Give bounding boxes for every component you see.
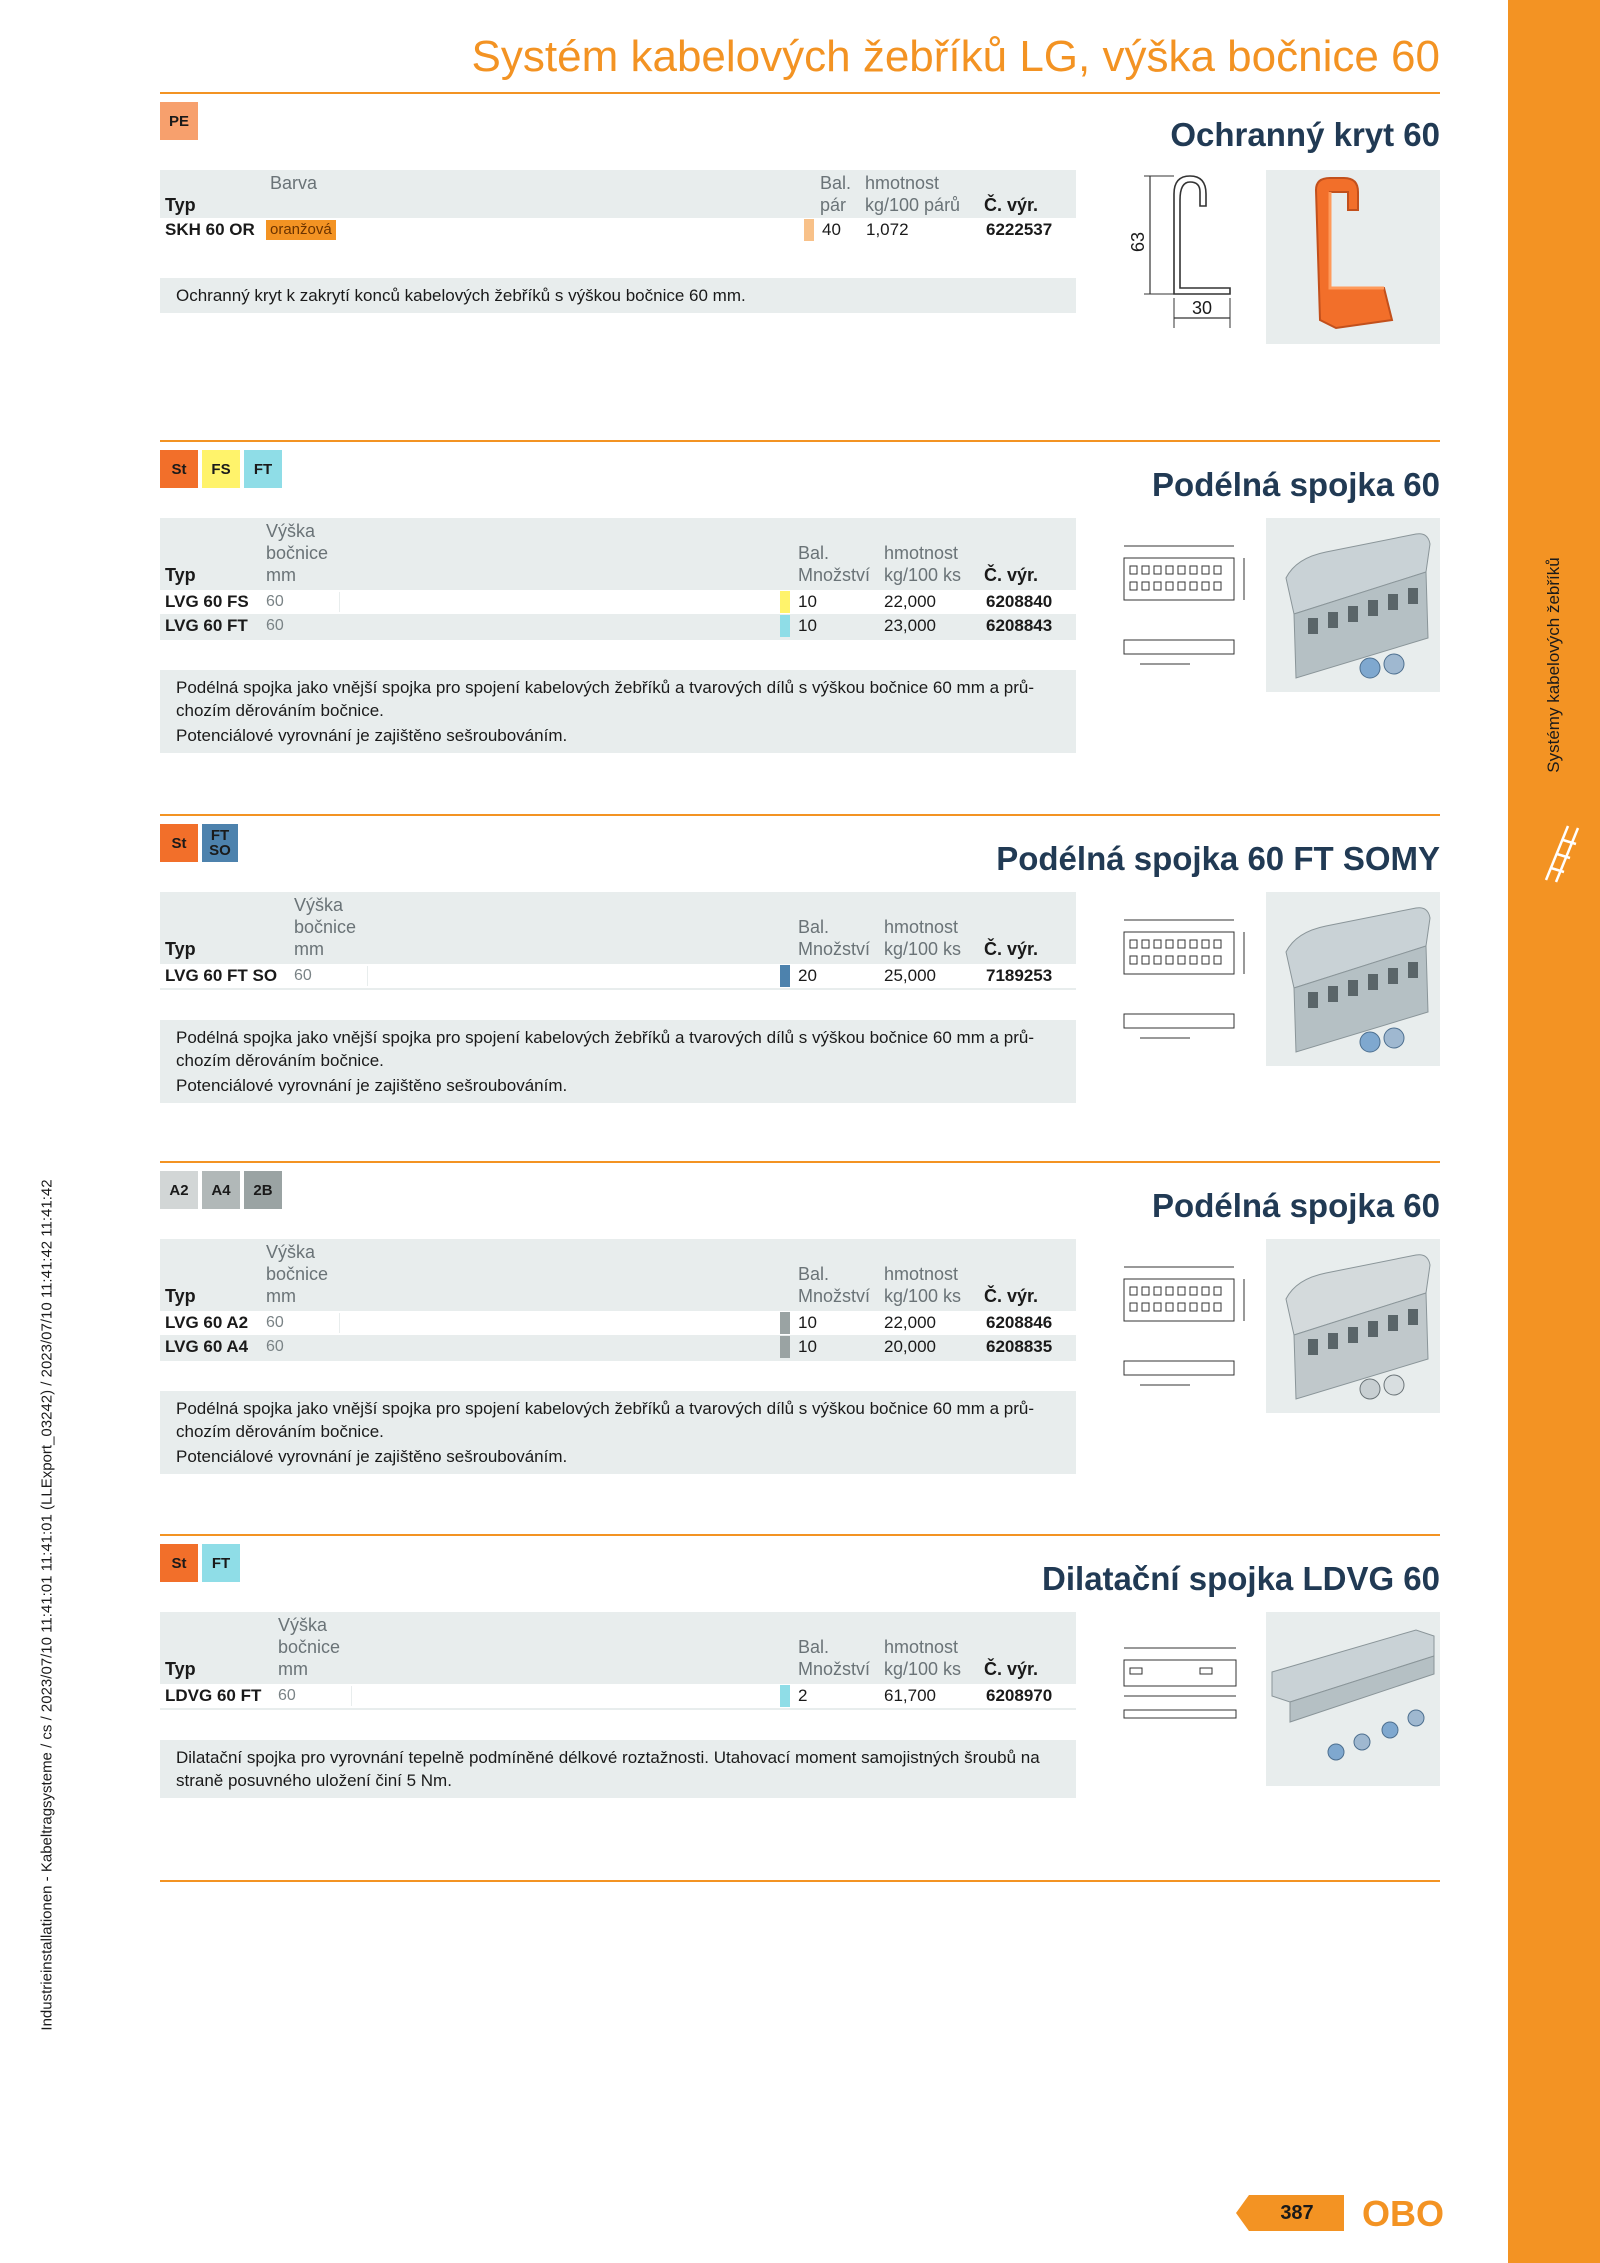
row-height: 60 — [266, 1314, 284, 1331]
dimension-drawing — [1110, 904, 1280, 1084]
color-swatch — [804, 219, 814, 241]
section-divider — [160, 814, 1440, 816]
product-photo — [1266, 518, 1440, 692]
row-type: LVG 60 A2 — [165, 1313, 249, 1332]
finish-badge: FT SO — [202, 824, 238, 862]
description-line: Potenciálové vyrovnání je zajištěno sešroubováním. — [176, 726, 568, 745]
row-article: 6208843 — [986, 616, 1053, 635]
description-line: Podélná spojka jako vnější spojka pro spojení kabelových žebříků a tvarových dílů s výškou bočnice 60 mm a prů-chozím děrováním bočnice. — [176, 1399, 1035, 1441]
divider — [160, 1880, 1440, 1882]
color-swatch — [780, 1312, 790, 1334]
product-description — [160, 278, 1076, 313]
page-number: 387 — [1280, 2202, 1314, 2224]
col-weight: hmotnost — [884, 917, 959, 937]
col-typ: Typ — [165, 1286, 196, 1306]
col-weight-unit: kg/100 ks — [884, 1286, 962, 1306]
row-qty: 2 — [798, 1686, 808, 1705]
row-type: LVG 60 FS — [165, 592, 249, 611]
table-row — [160, 590, 1076, 614]
dimension-drawing — [1110, 1251, 1280, 1431]
row-weight: 1,072 — [866, 220, 909, 239]
finish-badge: FT — [202, 1544, 240, 1582]
col-weight: hmotnost — [884, 543, 959, 563]
col-article: Č. výr. — [984, 1286, 1039, 1306]
row-weight: 23,000 — [884, 616, 936, 635]
col-weight-unit: kg/100 ks — [884, 1659, 962, 1679]
product-title: Dilatační spojka LDVG 60 — [1042, 1560, 1440, 1597]
product-description — [160, 1391, 1076, 1474]
dimension-drawing — [1110, 530, 1280, 710]
dim-width: 30 — [1191, 298, 1213, 318]
row-type: LVG 60 FT — [165, 616, 248, 635]
col-typ: Typ — [165, 195, 196, 215]
product-section-expansion-connector — [160, 1534, 1440, 1864]
row-weight: 22,000 — [884, 1313, 936, 1332]
finish-badge: FS — [202, 450, 240, 488]
product-description — [160, 1020, 1076, 1103]
product-title: Podélná spojka 60 FT SOMY — [996, 840, 1440, 877]
product-title: Podélná spojka 60 — [1152, 466, 1440, 503]
row-article: 6208835 — [986, 1337, 1053, 1356]
section-divider — [160, 1534, 1440, 1536]
product-photo — [1266, 170, 1440, 344]
color-swatch — [780, 1336, 790, 1358]
product-description — [160, 1740, 1076, 1798]
product-section-longitudinal-connector — [160, 440, 1440, 770]
row-article: 6208970 — [986, 1686, 1053, 1705]
row-qty: 40 — [822, 220, 841, 239]
col-weight: hmotnost — [884, 1264, 959, 1284]
col-bal: Bal. — [798, 1264, 830, 1284]
col-height-unit: mm — [278, 1659, 308, 1679]
row-weight: 25,000 — [884, 966, 936, 985]
table-row — [160, 1311, 1076, 1335]
product-table — [160, 892, 1076, 990]
col-height-2: bočnice — [294, 917, 357, 937]
row-height: 60 — [278, 1687, 296, 1704]
col-weight-unit: kg/100 párů — [865, 195, 961, 215]
col-height: Výška — [266, 1242, 316, 1262]
row-weight: 22,000 — [884, 592, 936, 611]
product-table — [160, 518, 1076, 640]
color-swatch — [780, 615, 790, 637]
col-article: Č. výr. — [984, 565, 1039, 585]
material-badge: A2 — [160, 1171, 198, 1209]
col-weight: hmotnost — [884, 1637, 959, 1657]
col-height-2: bočnice — [266, 1264, 329, 1284]
row-article: 6222537 — [986, 220, 1053, 239]
row-qty: 10 — [798, 1337, 817, 1356]
brand-logo: OBO — [1362, 2193, 1445, 2234]
color-swatch — [780, 591, 790, 613]
material-badge: St — [160, 824, 198, 862]
product-section-connector-ft-somy — [160, 814, 1440, 1144]
col-height-unit: mm — [294, 939, 324, 959]
product-photo — [1266, 1612, 1440, 1786]
section-divider — [160, 440, 1440, 442]
export-info: Industrieinstallationen - Kabeltragsysteme / cs / 2023/07/10 11:41:01 11:41:01 (LLExport_03242) / 2023/07/10 11:41:42 11:41:42 — [38, 1179, 56, 2031]
row-type: LVG 60 FT SO — [165, 966, 278, 985]
description-line: Potenciálové vyrovnání je zajištěno sešroubováním. — [176, 1076, 568, 1095]
col-height-2: bočnice — [278, 1637, 341, 1657]
row-color: oranžová — [266, 220, 336, 240]
row-height: 60 — [294, 967, 312, 984]
material-badge: St — [160, 1544, 198, 1582]
col-typ: Typ — [165, 565, 196, 585]
material-badge: PE — [160, 102, 198, 140]
product-title: Podélná spojka 60 — [1152, 1187, 1440, 1224]
col-bal: Bal. — [798, 917, 830, 937]
col-bal: Bal. — [798, 543, 830, 563]
table-row — [160, 218, 1076, 242]
col-height-unit: mm — [266, 565, 296, 585]
col-bal-unit: Množství — [798, 939, 871, 959]
cable-ladder-icon — [1538, 822, 1586, 884]
row-qty: 20 — [798, 966, 817, 985]
orange-sidebar — [1508, 0, 1600, 2263]
col-weight-unit: kg/100 ks — [884, 939, 962, 959]
sidebar-label: Systémy kabelových žebříků — [1544, 557, 1563, 773]
row-height: 60 — [266, 1338, 284, 1355]
row-height: 60 — [266, 617, 284, 634]
row-weight: 20,000 — [884, 1337, 936, 1356]
row-qty: 10 — [798, 592, 817, 611]
col-weight: hmotnost — [865, 173, 940, 193]
product-photo — [1266, 892, 1440, 1066]
col-height-unit: mm — [266, 1286, 296, 1306]
col-bal: Bal. — [820, 173, 852, 193]
col-bal: Bal. — [798, 1637, 830, 1657]
finish-badge: 2B — [244, 1171, 282, 1209]
col-article: Č. výr. — [984, 195, 1039, 215]
material-badge: St — [160, 450, 198, 488]
row-type: LVG 60 A4 — [165, 1337, 249, 1356]
material-badge: A4 — [202, 1171, 240, 1209]
col-bal-unit: Množství — [798, 1286, 871, 1306]
row-weight: 61,700 — [884, 1686, 936, 1705]
col-bal-unit: Množství — [798, 1659, 871, 1679]
product-table — [160, 1612, 1076, 1710]
col-height: Výška — [294, 895, 344, 915]
table-row — [160, 1335, 1076, 1359]
col-height: Výška — [278, 1615, 328, 1635]
dim-height: 63 — [1128, 231, 1148, 253]
description-line: Dilatační spojka pro vyrovnání tepelně podmíněné délkové roztažnosti. Utahovací moment samojistných šroubů na straně posuvného uložení činí 5 Nm. — [176, 1748, 1040, 1790]
col-article: Č. výr. — [984, 1659, 1039, 1679]
col-weight-unit: kg/100 ks — [884, 565, 962, 585]
page-title: Systém kabelových žebříků LG, výška bočnice 60 — [471, 32, 1440, 81]
row-qty: 10 — [798, 1313, 817, 1332]
col-height: Výška — [266, 521, 316, 541]
product-title: Ochranný kryt 60 — [1170, 116, 1440, 153]
table-row — [160, 964, 1076, 988]
col-height-2: bočnice — [266, 543, 329, 563]
row-height: 60 — [266, 593, 284, 610]
color-swatch — [780, 1685, 790, 1707]
product-table — [160, 1239, 1076, 1361]
description-line: Potenciálové vyrovnání je zajištěno sešroubováním. — [176, 1447, 568, 1466]
row-article: 7189253 — [986, 966, 1053, 985]
col-typ: Typ — [165, 939, 196, 959]
col-typ: Typ — [165, 1659, 196, 1679]
product-section-protective-cap — [160, 92, 1440, 422]
product-description — [160, 670, 1076, 753]
row-article: 6208846 — [986, 1313, 1053, 1332]
table-row — [160, 614, 1076, 638]
row-type: SKH 60 OR — [165, 220, 255, 239]
col-bal-unit: Množství — [798, 565, 871, 585]
finish-badge: FT — [244, 450, 282, 488]
col-barva: Barva — [270, 173, 318, 193]
row-qty: 10 — [798, 616, 817, 635]
table-row — [160, 1684, 1076, 1708]
product-section-connector-stainless — [160, 1161, 1440, 1491]
product-photo — [1266, 1239, 1440, 1413]
description-line: Podélná spojka jako vnější spojka pro spojení kabelových žebříků a tvarových dílů s výškou bočnice 60 mm a prů-chozím děrováním bočnice. — [176, 1028, 1035, 1070]
dimension-drawing — [1110, 1624, 1280, 1804]
product-table — [160, 170, 1076, 242]
color-swatch — [780, 965, 790, 987]
row-article: 6208840 — [986, 592, 1053, 611]
dimension-drawing — [1110, 170, 1280, 350]
col-article: Č. výr. — [984, 939, 1039, 959]
description-line: Podélná spojka jako vnější spojka pro spojení kabelových žebříků a tvarových dílů s výškou bočnice 60 mm a prů-chozím děrováním bočnice. — [176, 678, 1035, 720]
description-line: Ochranný kryt k zakrytí konců kabelových žebříků s výškou bočnice 60 mm. — [176, 286, 746, 305]
col-bal-unit: pár — [820, 195, 847, 215]
section-divider — [160, 1161, 1440, 1163]
row-type: LDVG 60 FT — [165, 1686, 262, 1705]
